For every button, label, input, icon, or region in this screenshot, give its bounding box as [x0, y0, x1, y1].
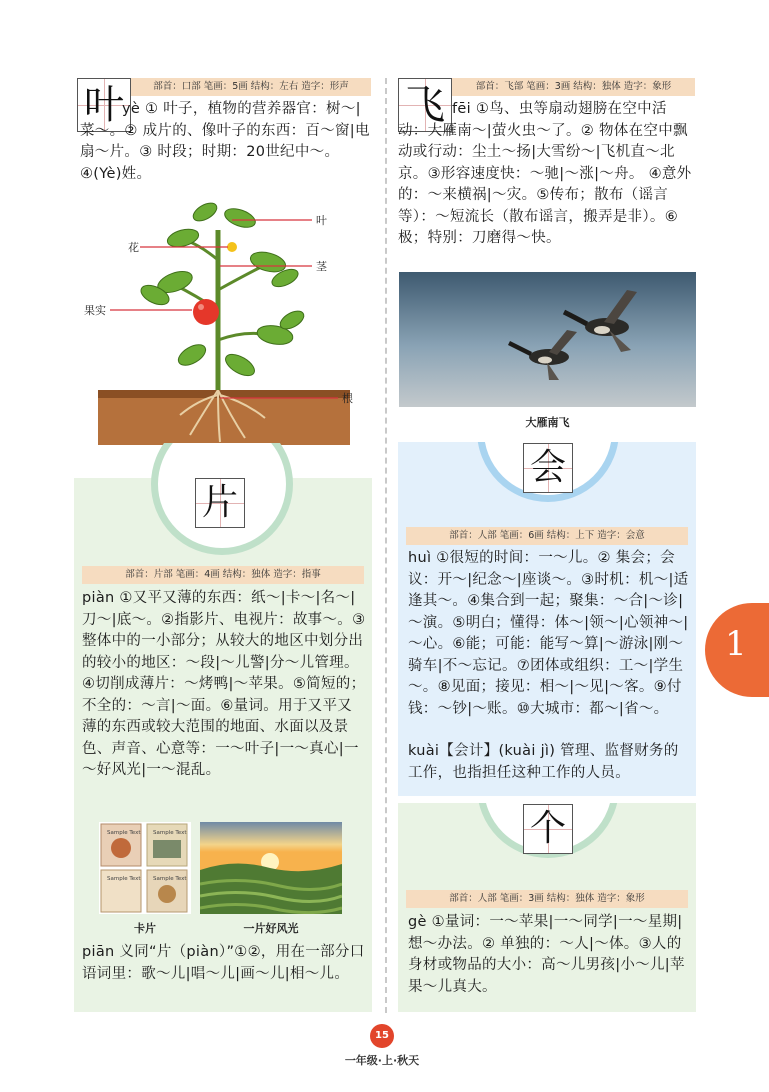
entry-header-hui: 部首：人部 笔画：6画 结构：上下 造字：会意	[406, 527, 688, 545]
definition-hui-2: kuài【会计】(kuài jì) 管理、监督财务的工作，也指担任这种工作的人员。	[408, 743, 679, 781]
footer-subtitle: 一年级·上·秋天	[344, 1054, 420, 1067]
entry-header-ye: 部首：口部 笔画：5画 结构：左右 造字：形声	[131, 78, 371, 96]
definition-hui: huì ①很短的时间：一～儿。② 集会；会议：开～|纪念～|座谈～。③时机：机～|适逢其～。④集合到一起；聚集：～合|～诊|～演。⑤明白；懂得：体～|领～|心领神～|～心。⑥能；可能：能写～算|～游泳|刚～骑车|不～忘记。⑦团体或组织：工～|学生～。⑧见面；接见：相～|～见|～客。⑨付钱：～钞|～账。⑩大城市：都～|省～。	[408, 550, 689, 717]
card-sample-text-4: Sample Text	[153, 876, 187, 882]
geese-photo-caption: 大雁南飞	[525, 416, 570, 429]
definition-ye: yè ① 叶子，植物的营养器官：树～|菜～。② 成片的、像叶子的东西：百～窗|电扇～片。③ 时段；时期：20世纪中～。④(Yè)姓。	[80, 101, 370, 182]
plant-label-root: 根	[342, 392, 353, 405]
definition-fei: fēi ①鸟、虫等扇动翅膀在空中活动：大雁南～|萤火虫～了。② 物体在空中飘动或行动：尘土～扬|大雪纷～|飞机直～北京。③形容速度快：～驰|～涨|～舟。 ④意外的：～来横祸|～灾。⑤传布；散布（谣言等）：～短流长（散布谣言，搬弄是非）。⑥极；特别：刀磨得～快。	[398, 101, 692, 246]
character-box-ye: 叶	[77, 78, 131, 132]
character-box-fei: 飞	[398, 78, 452, 132]
chapter-tab	[705, 603, 769, 697]
cards-caption: 卡片	[134, 922, 156, 935]
character-box-pian: 片	[195, 478, 245, 528]
definition-pian-2: piān 义同“片（piàn）”①②，用在一部分口语词里：歌～儿|唱～儿|画～儿|相～儿。	[82, 944, 365, 982]
plant-illustration	[80, 190, 370, 475]
card-sample-text-2: Sample Text	[153, 830, 187, 836]
definition-ge: gè ①量词：一～苹果|一～同学|一～星期|想～办法。② 单独的：～人|～体。③人的身材或物品的大小：高～儿男孩|小～儿|苹果～儿真大。	[408, 914, 685, 995]
plant-label-flower: 花	[128, 241, 139, 254]
plant-label-leaf: 叶	[316, 214, 327, 227]
scenery-caption: 一片好风光	[243, 922, 299, 935]
entry-header-ge: 部首：人部 笔画：3画 结构：独体 造字：象形	[406, 890, 688, 908]
character-box-ge: 个	[523, 804, 573, 854]
card-sample-text-3: Sample Text	[107, 876, 141, 882]
cards-image	[99, 822, 191, 914]
chapter-tab-number: 1	[725, 624, 747, 664]
page-number-badge: 15	[370, 1024, 394, 1048]
entry-header-pian: 部首：片部 笔画：4画 结构：独体 造字：指事	[82, 566, 364, 584]
entry-header-fei: 部首：飞部 笔画：3画 结构：独体 造字：象形	[452, 78, 695, 96]
character-box-hui: 会	[523, 443, 573, 493]
column-divider	[385, 78, 387, 1013]
card-sample-text-1: Sample Text	[107, 830, 141, 836]
scenery-image	[200, 822, 342, 914]
definition-pian: piàn ①又平又薄的东西：纸～|卡～|名～|刀～|底～。②指影片、电视片：故事～。③整体中的一小部分；从较大的地区中划分出的较小的地区：～段|～儿警|分～儿管理。④切削成薄片：～烤鸭|～苹果。⑤简短的；不全的：～言|～面。⑥量词。用于又平又薄的东西或较大范围的地面、水面以及景色、声音、心意等：一～叶子|一～真心|一～好风光|一～混乱。	[82, 590, 366, 778]
plant-label-fruit: 果实	[84, 304, 106, 317]
geese-photo	[399, 272, 696, 407]
plant-label-stem: 茎	[316, 260, 327, 273]
